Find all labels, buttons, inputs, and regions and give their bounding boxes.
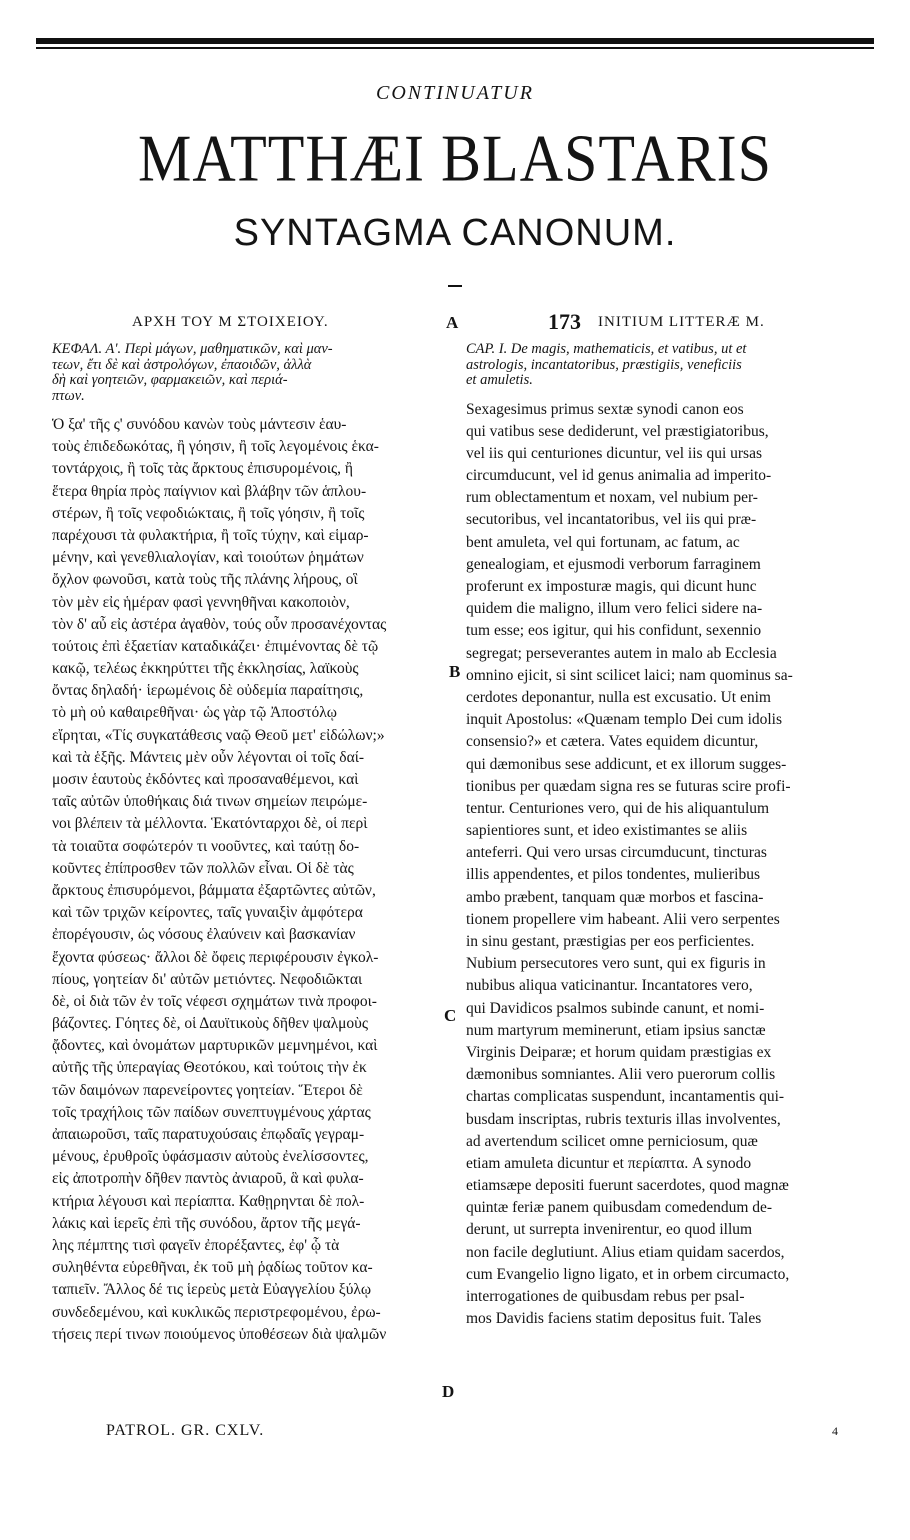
text-line: στέρων, ἢ τοῖς νεφοδιώκταις, ἢ τοῖς γόησιν, ἢ τοῖς — [52, 504, 365, 522]
chapter-heading-line: ΚΕΦΑΛ. Α'. Περὶ μάγων, μαθηματικῶν, καὶ μαν- — [52, 341, 333, 357]
text-line: nubibus aliqua vaticinantur. Incantatores vero, — [466, 977, 753, 995]
text-line: εἴρηται, «Τίς συγκατάθεσις ναῷ Θεοῦ μετ' εἰδώλων;» — [52, 726, 385, 744]
text-line: τῶν δαιμόνων παρενείροντες γοητείαν. Ἕτεροι δὲ — [52, 1081, 363, 1099]
title-dash — [448, 285, 462, 287]
column-number: 173 — [548, 309, 581, 334]
text-line: tentur. Centuriones vero, qui de his aliquantulum — [466, 799, 770, 817]
text-line: bent amuleta, vel qui fortunam, ac fatum, ac — [466, 533, 740, 551]
text-line: Sexagesimus primus sextæ synodi canon eos — [466, 400, 744, 418]
top-rule-thick — [36, 38, 874, 44]
text-line: non facile deglutiunt. Alius etiam quidam sacerdos, — [466, 1243, 785, 1261]
text-line: λάκις καὶ ἱερεῖς ἐπὶ τῆς συνόδου, ἄρτον τῆς μεγά- — [52, 1214, 361, 1232]
text-line: inquit Apostolus: «Quænam templo Dei cum idolis — [466, 711, 783, 729]
text-line: τὰ τοιαῦτα σοφώτερόν τι νοοῦντες, καὶ ταύτῃ δο- — [52, 837, 360, 855]
margin-marker-b: B — [449, 662, 461, 681]
text-line: Virginis Deiparæ; et horum quidam præstigias ex — [466, 1043, 772, 1061]
text-line: κοῦντες ἐπίπροσθεν τῶν πολλῶν εἶναι. Οἱ δὲ τὰς — [52, 859, 354, 877]
text-line: τὸν μὲν εἰς ἡμέραν φασὶ γεννηθῆναι κακοποιὸν, — [52, 593, 350, 611]
text-line: sapientiores sunt, et ideo existimantes se aliis — [466, 822, 748, 840]
text-line: cerdotes deponantur, nulla est excusatio. Ut enim — [466, 688, 771, 706]
text-line: Ὁ ξα' τῆς ς' συνόδου κανὼν τοὺς μάντεσιν ἑαυ- — [52, 416, 347, 433]
text-line: παρέχουσι τὰ φυλακτήρια, ἢ τοῖς τύχην, καὶ εἱμαρ- — [52, 526, 369, 544]
text-line: βάζοντες. Γόητες δὲ, οἱ Δαυϊτικοὺς δῆθεν ψαλμοὺς — [52, 1015, 368, 1033]
text-line: εἰς ἀποτροπὴν δῆθεν παντὸς ἀνιαροῦ, ἃ καὶ φυλα- — [52, 1170, 364, 1188]
text-line: ταῖς αὐτῶν ὑποθήκαις διά τινων σημείων πειρώμε- — [52, 793, 368, 811]
text-line: circumducunt, vel id genus animalia ad imperito- — [466, 467, 772, 485]
text-line: mos Davidis faciens statim depositus fuit. Tales — [466, 1310, 762, 1328]
text-line: qui dæmonibus sese addicunt, et ex illorum sugges- — [466, 755, 787, 773]
text-line: tionibus per quædam signa res se futuras scire profi- — [466, 777, 791, 795]
text-line: ἐπορέγουσιν, ὡς νόσους ἐλαύνειν καὶ βασκανίαν — [52, 926, 356, 944]
text-line: καὶ τὰ ἑξῆς. Μάντεις μὲν οὖν λέγονται οἱ τοῖς δαί- — [52, 748, 365, 766]
text-line: proferunt ex imposturæ magis, qui dicunt hunc — [466, 578, 757, 595]
text-line: dæmonibus somniantes. Alii vero puerorum collis — [466, 1066, 776, 1084]
text-line: ταπιεῖν. Ἄλλος δέ τις ἱερεὺς μετὰ Εὐαγγελίου ξύλῳ — [52, 1281, 372, 1299]
text-line: omnino ejicit, si sint scilicet laici; nam quominus sa- — [466, 666, 793, 684]
text-line: ἕτερα θηρία πρὸς παίγνιον καὶ βλάβην τῶν ἁπλου- — [52, 482, 367, 500]
text-line: num martyrum meminerunt, etiam ipsius sanctæ — [466, 1021, 766, 1039]
text-line: τοντάρχοις, ἢ τοῖς τὰς ἄρκτους ἐπισυρομένοις, ἢ — [52, 460, 354, 478]
text-line: illis appendentes, et pilos tondentes, mulieribus — [466, 866, 761, 884]
text-line: cum Evangelio ligno ligato, et in orbem circumacto, — [466, 1265, 790, 1283]
text-line: κτήρια λέγουσι καὶ περίαπτα. Καθῃρηνται δὲ πολ- — [52, 1192, 365, 1210]
sub-title: SYNTAGMA CANONUM. — [233, 212, 677, 254]
text-line: νοι βλέπειν τὰ μέλλοντα. Ἑκατόνταρχοι δὲ, οἱ περὶ — [52, 815, 368, 833]
text-line: τοὺς ἐπιδεδωκότας, ἢ γόησιν, ἢ τοῖς λεγομένοις ἑκα- — [52, 438, 379, 456]
text-line: segregat; perseverantes autem in malo ab Ecclesia — [466, 644, 777, 662]
footer-reference: PATROL. GR. CXLV. — [106, 1422, 265, 1439]
chapter-heading-line: τεων, ἔτι δὲ καὶ ἀστρολόγων, ἐπαοιδῶν, ἀλλὰ — [52, 356, 312, 373]
text-line: tum esse; eos igitur, qui his confidunt, sexennio — [466, 622, 762, 640]
chapter-heading-line: CAP. I. De magis, mathematicis, et vatibus, ut et — [466, 341, 747, 357]
text-line: συνδεδεμένου, καὶ κυκλικῶς περιστρεφομένου, ἐρω- — [52, 1303, 381, 1321]
supertitle: CONTINUATUR — [376, 82, 534, 104]
text-line: μένους, ἐρυθροῖς ὑφάσμασιν αὐτοὺς ἐνελίσσοντες, — [52, 1148, 369, 1166]
greek-section-heading: ΑΡΧΗ ΤΟΥ Μ ΣΤΟΙΧΕΙΟΥ. — [132, 314, 329, 330]
text-line: chartas complicatas suspendunt, incantamentis qui- — [466, 1088, 785, 1106]
text-line: τὸ μὴ οὐ καθαιρεθῆναι· ὡς γὰρ τῷ Ἀποστόλῳ — [52, 704, 337, 722]
text-line: interrogationes de quibusdam rebus per psal- — [466, 1288, 745, 1305]
text-line: αὐτῆς τῆς ὑπεραγίας Θεοτόκου, καὶ τούτοις τὴν ἐκ — [52, 1059, 367, 1077]
text-line: κακῷ, τελέως ἐκκηρύττει τῆς ἐκκλησίας, λαϊκοὺς — [52, 660, 359, 678]
text-line: quidem die maligno, illum vero felici sidere na- — [466, 600, 763, 618]
text-line: ἔχοντα φύσεως· ἄλλοι δὲ ὄφεις περιφέρουσιν ἐγκολ- — [52, 948, 379, 966]
text-line: τήσεις περί τινων ποιούμενος ὑποθέσεων διὰ ψαλμῶν — [52, 1325, 387, 1343]
latin-column — [466, 342, 876, 1330]
text-line: τούτοις ἐπὶ ἑξαετίαν καταδικάζει· ἐπιμένοντας δὲ τῷ — [52, 637, 379, 655]
text-line: ambo præbent, tanquam quæ morbos et fascina- — [466, 888, 764, 906]
text-line: ἄρκτους ἐπισυρόμενοι, βάμματα ἐξαρτῶντες αὐτῶν, — [52, 881, 376, 899]
text-line: τὸν δ' αὖ εἰς ἀστέρα ἀγαθὸν, τούς οὖν προσανέχοντας — [52, 615, 387, 633]
text-line: etiamsæpe depositi fuerunt sacerdotes, quod magnæ — [466, 1177, 789, 1195]
text-line: μένην, καὶ γενεθλιαλογίαν, καὶ τοιούτων ῥημάτων — [52, 549, 364, 567]
text-line: συληθέντα εὑρεθῆναι, ἐκ τοῦ μὴ ῥᾳδίως τοῦτον κα- — [52, 1259, 373, 1277]
text-line: busdam inscriptas, rubris texturis illas involventes, — [466, 1110, 781, 1128]
text-line: anteferri. Qui vero ursas circumducunt, tincturas — [466, 844, 767, 862]
text-line: πίους, γοητείαν δι' αὐτῶν μετιόντες. Νεφοδιῶκται — [52, 970, 363, 988]
text-line: vel iis qui centuriones dicuntur, vel iis qui ursas — [466, 444, 762, 462]
text-line: ad avertendum scilicet omne perniciosum, quæ — [466, 1132, 758, 1150]
main-title: MATTHÆI BLASTARIS — [138, 121, 772, 195]
text-line: etiam amuleta dicuntur et περίαπτα. A synodo — [466, 1154, 752, 1172]
text-line: ὄχλον φωνοῦσι, κατὰ τοὺς τῆς πλάνης λήρους, οἳ — [52, 571, 358, 589]
text-line: secutoribus, vel incantatoribus, vel iis qui præ- — [466, 511, 757, 529]
text-line: δὲ, οἱ διὰ τῶν ἐν τοῖς νέφεσι σχημάτων τινὰ προφοι- — [52, 992, 377, 1010]
margin-marker-c: C — [444, 1006, 457, 1025]
chapter-heading-line: astrologis, incantatoribus, præstigiis, veneficiis — [466, 356, 742, 373]
chapter-heading-line: δὴ καὶ γοητειῶν, φαρμακειῶν, καὶ περιά- — [52, 372, 288, 388]
text-line: ᾄδοντες, καὶ ὀνομάτων μαρτυρικῶν μεμνημένοι, καὶ — [52, 1037, 378, 1055]
text-line: in sinu gestant, præstigias per eos perficientes. — [466, 933, 755, 950]
text-line: καὶ τῶν τριχῶν κείροντες, ταῖς γυναιξὶν ἀμφότερα — [52, 904, 363, 922]
text-line: quintæ feriæ panem quibusdam comedendum de- — [466, 1199, 773, 1217]
text-line: ἀπαιωροῦσι, ταῖς παρατυχούσαις ἐπῳδαῖς γεγραμ- — [52, 1126, 365, 1143]
text-line: Nubium persecutores vero sunt, qui ex figuris in — [466, 955, 766, 973]
footer-signature: 4 — [832, 1424, 838, 1438]
text-line: λης πέμπτης τισὶ φαγεῖν ἐπορέξαντες, ἐφ' ᾧ τὰ — [52, 1236, 340, 1254]
top-rule-thin — [36, 47, 874, 49]
chapter-heading-line: πτων. — [52, 387, 85, 404]
text-line: τοῖς τραχήλοις τῶν παίδων συνεπτυγμένους χάρτας — [52, 1103, 371, 1121]
text-line: ὄντας δηλαδή· ἱερωμένοις δὲ οὐδεμία παραίτησις, — [52, 682, 364, 700]
text-line: derunt, ut surrepta invenirentur, eo quod illum — [466, 1221, 753, 1239]
text-line: qui vatibus sese dediderunt, vel præstigiatoribus, — [466, 422, 769, 440]
text-line: μοσιν ἑαυτοὺς ἐκδόντες καὶ προσαναθέμενοι, καὶ — [52, 771, 359, 788]
text-line: qui Davidicos psalmos subinde canunt, et nomi- — [466, 999, 765, 1017]
latin-section-heading: INITIUM LITTERÆ M. — [598, 314, 765, 330]
greek-column — [52, 342, 442, 1346]
chapter-heading-line: et amuletis. — [466, 372, 533, 388]
text-line: rum oblectamentum et noxam, vel nubium per- — [466, 489, 758, 507]
text-line: tionem propellere vim habeant. Alii vero serpentes — [466, 910, 780, 928]
margin-marker-a: A — [446, 313, 459, 332]
text-line: genealogiam, et ejusmodi verborum farraginem — [466, 555, 761, 573]
text-line: consensio?» et cætera. Vates equidem dicuntur, — [466, 733, 759, 751]
margin-marker-d: D — [442, 1382, 455, 1401]
